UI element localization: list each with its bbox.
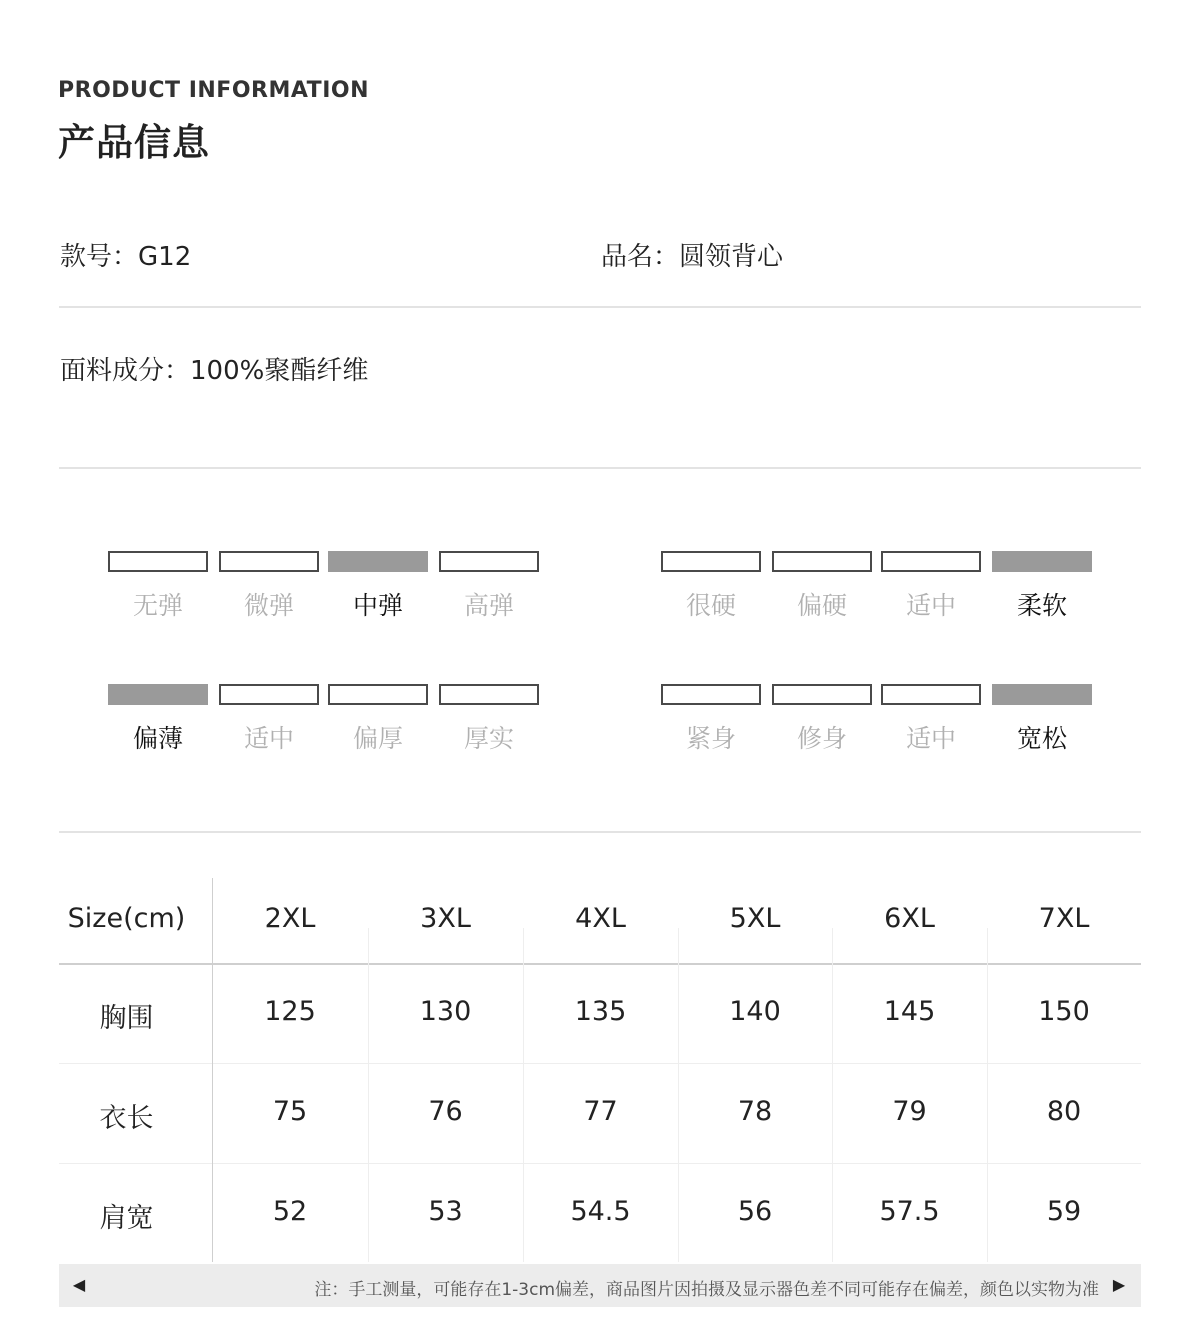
elasticity-option-label: 中弹 (352, 591, 403, 620)
softness-option-label: 适中 (905, 591, 956, 620)
model-number (60, 236, 191, 273)
table-size-header: 2XL (264, 903, 316, 934)
table-column (523, 878, 678, 1262)
table-size-header: 3XL (420, 903, 471, 934)
thickness-option-box (108, 684, 208, 705)
table-cell: 76 (428, 1096, 463, 1127)
elasticity-option (328, 551, 428, 622)
fit-option (661, 684, 761, 755)
table-cell: 77 (583, 1096, 618, 1127)
table-cell: 56 (737, 1196, 773, 1227)
elasticity-option-box (439, 551, 539, 572)
scroll-left-icon[interactable]: ◀ (72, 1275, 86, 1294)
softness-option (992, 551, 1092, 622)
fit-option-label: 修身 (796, 724, 847, 753)
table-cell: 125 (264, 996, 316, 1027)
thickness-option (328, 684, 428, 755)
fabric-value: 100%聚酯纤维 (190, 356, 369, 386)
table-cell: 53 (428, 1196, 463, 1227)
elasticity-scale (108, 551, 548, 621)
elasticity-option-label: 微弹 (243, 591, 294, 620)
table-size-header: 6XL (884, 903, 935, 934)
table-cell: 52 (272, 1196, 308, 1227)
thickness-option (219, 684, 319, 755)
softness-scale (661, 551, 1101, 621)
fit-option-label: 紧身 (685, 724, 736, 753)
thickness-scale (108, 684, 548, 754)
scroll-right-icon[interactable]: ▶ (1112, 1275, 1126, 1294)
model-number-value: G12 (138, 242, 192, 272)
model-number-label: 款号： (60, 242, 139, 272)
fit-option-box (992, 684, 1092, 705)
elasticity-option-label: 无弹 (132, 591, 183, 620)
table-column (987, 878, 1141, 1262)
measurement-note: 注：手工测量，可能存在1-3cm偏差，商品图片因拍摄及显示器色差不同可能存在偏差，颜色以实物为准 (314, 1280, 1099, 1300)
softness-option-label: 柔软 (1016, 591, 1067, 620)
table-cell: 150 (1038, 996, 1090, 1027)
softness-option-box (992, 551, 1092, 572)
thickness-option-label: 偏薄 (132, 724, 183, 753)
table-row-label: 胸围 (99, 1003, 154, 1034)
thickness-option-box (439, 684, 539, 705)
thickness-option-box (328, 684, 428, 705)
table-cell: 75 (272, 1096, 308, 1127)
thickness-option-label: 适中 (243, 724, 294, 753)
table-cell: 79 (892, 1096, 927, 1127)
page-title-en: PRODUCT INFORMATION (58, 78, 369, 103)
fit-scale (661, 684, 1101, 754)
softness-option (661, 551, 761, 622)
fit-option-label: 宽松 (1016, 724, 1067, 753)
table-cell: 140 (729, 996, 781, 1027)
elasticity-option (108, 551, 208, 622)
fit-option-label: 适中 (905, 724, 956, 753)
thickness-option-label: 偏厚 (352, 724, 403, 753)
table-cell: 78 (737, 1096, 773, 1127)
thickness-option (108, 684, 208, 755)
elasticity-option (439, 551, 539, 622)
elasticity-option-box (219, 551, 319, 572)
table-row-header-column (59, 878, 194, 1262)
product-name (601, 236, 783, 273)
table-cell: 80 (1046, 1096, 1082, 1127)
thickness-option-label: 厚实 (463, 724, 514, 753)
size-table (59, 878, 1141, 1262)
softness-option (772, 551, 872, 622)
elasticity-option-box (108, 551, 208, 572)
table-row-label: 衣长 (99, 1103, 154, 1134)
elasticity-option-box (328, 551, 428, 572)
softness-option-box (772, 551, 872, 572)
table-size-header: 7XL (1038, 903, 1090, 934)
divider (59, 831, 1141, 833)
fabric-label: 面料成分： (60, 356, 191, 386)
product-name-label: 品名： (601, 242, 680, 272)
softness-option (881, 551, 981, 622)
fabric-composition (60, 350, 368, 387)
table-corner-label: Size(cm) (67, 903, 186, 934)
softness-option-label: 很硬 (685, 591, 736, 620)
table-column (212, 878, 368, 1262)
elasticity-option (219, 551, 319, 622)
softness-option-box (661, 551, 761, 572)
fit-option (881, 684, 981, 755)
fit-option-box (772, 684, 872, 705)
table-cell: 59 (1046, 1196, 1082, 1227)
note-bar (59, 1264, 1141, 1307)
page-title: 产品信息 (58, 121, 210, 164)
table-size-header: 5XL (729, 903, 781, 934)
table-column (832, 878, 987, 1262)
fit-option-box (661, 684, 761, 705)
table-cell: 145 (883, 996, 936, 1027)
fit-option-box (881, 684, 981, 705)
softness-option-box (881, 551, 981, 572)
thickness-option-box (219, 684, 319, 705)
fit-option (772, 684, 872, 755)
fit-option (992, 684, 1092, 755)
elasticity-option-label: 高弹 (463, 591, 514, 620)
table-cell: 57.5 (879, 1196, 940, 1227)
product-name-value: 圆领背心 (679, 242, 784, 272)
table-row-label: 肩宽 (99, 1203, 154, 1234)
table-cell: 54.5 (570, 1196, 631, 1227)
divider (59, 467, 1141, 469)
table-column (678, 878, 832, 1262)
divider (59, 306, 1141, 308)
table-column (368, 878, 523, 1262)
softness-option-label: 偏硬 (796, 591, 847, 620)
thickness-option (439, 684, 539, 755)
table-size-header: 4XL (575, 903, 626, 934)
table-cell: 130 (419, 996, 472, 1027)
table-cell: 135 (574, 996, 627, 1027)
